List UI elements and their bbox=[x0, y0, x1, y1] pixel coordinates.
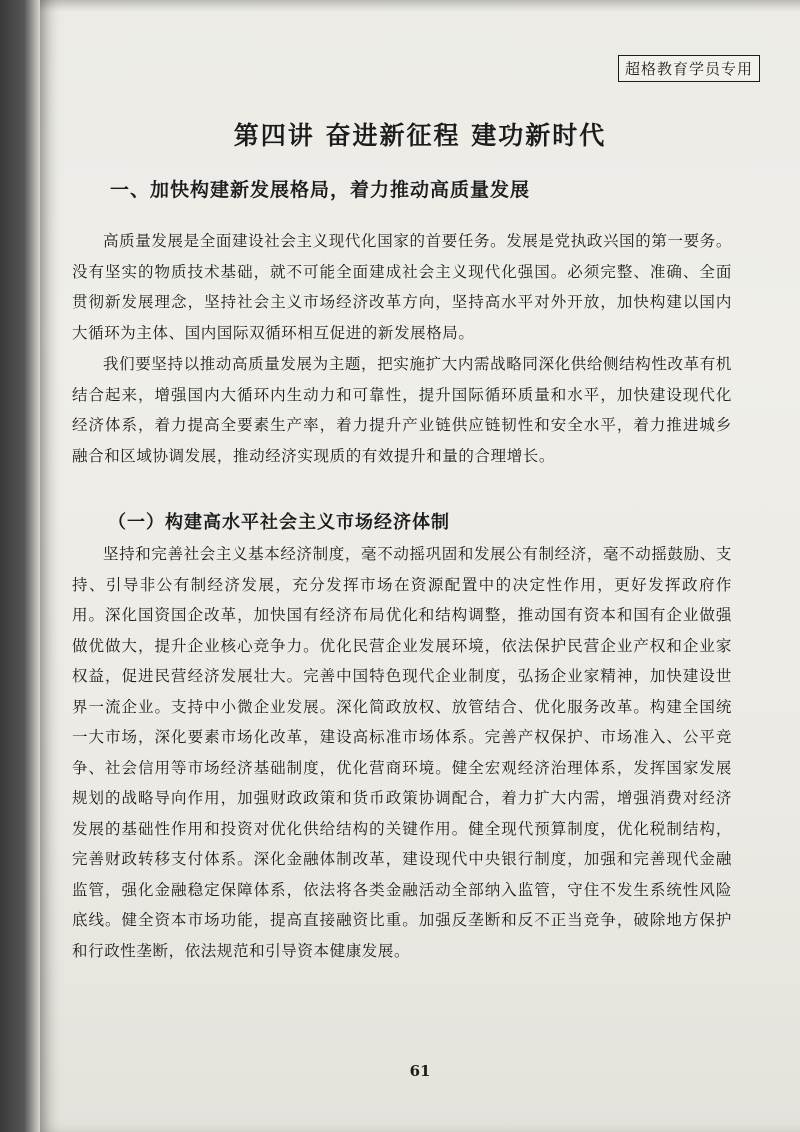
body-paragraph-3: 坚持和完善社会主义基本经济制度，毫不动摇巩固和发展公有制经济，毫不动摇鼓励、支持、引导非公有制经济发展，充分发挥市场在资源配置中的决定性作用，更好发挥政府作用。深化国资国企改革，加快国有经济布局优化和结构调整，推动国有资本和国有企业做强做优做大，提升企业核心竞争力。优化民营企业发展环境，依法保护民营企业产权和企业家权益，促进民营经济发展壮大。完善中国特色现代企业制度，弘扬企业家精神，加快建设世界一流企业。支持中小微企业发展。深化简政放权、放管结合、优化服务改革。构建全国统一大市场，深化要素市场化改革，建设高标准市场体系。完善产权保护、市场准入、公平竞争、社会信用等市场经济基础制度，优化营商环境。健全宏观经济治理体系，发挥国家发展规划的战略导向作用，加强财政政策和货币政策协调配合，着力扩大内需，增强消费对经济发展的基础性作用和投资对优化供给结构的关键作用。健全现代预算制度，优化税制结构，完善财政转移支付体系。深化金融体制改革，建设现代中央银行制度，加强和完善现代金融监管，强化金融稳定保障体系，依法将各类金融活动全部纳入监管，守住不发生系统性风险底线。健全资本市场功能，提高直接融资比重。加强反垄断和反不正当竞争，破除地方保护和行政性垄断，依法规范和引导资本健康发展。 bbox=[72, 545, 732, 960]
lecture-title: 第四讲 奋进新征程 建功新时代 bbox=[233, 121, 607, 150]
page-top-shadow bbox=[40, 0, 800, 12]
section-heading: 一、加快构建新发展格局，着力推动高质量发展 bbox=[110, 179, 531, 201]
body-paragraph-1: 高质量发展是全面建设社会主义现代化国家的首要任务。发展是党执政兴国的第一要务。没有坚实的物质技术基础，就不可能全面建成社会主义现代化强国。必须完整、准确、全面贯彻新发展理念，坚持社会主义市场经济改革方向，坚持高水平对外开放，加快构建以国内大循环为主体、国内国际双循环相互促进的新发展格局。 bbox=[72, 232, 732, 342]
sub-heading: （一）构建高水平社会主义市场经济体制 bbox=[108, 512, 450, 533]
book-page bbox=[40, 0, 800, 1132]
page-number: 61 bbox=[409, 1062, 431, 1080]
body-paragraph-2: 我们要坚持以推动高质量发展为主题，把实施扩大内需战略同深化供给侧结构性改革有机结合起来，增强国内大循环内生动力和可靠性，提升国际循环质量和水平，加快建设现代化经济体系，着力提高全要素生产率，着力提升产业链供应链韧性和安全水平，着力推进城乡融合和区域协调发展，推动经济实现质的有效提升和量的合理增长。 bbox=[72, 355, 732, 465]
study-material-badge: 超格教育学员专用 bbox=[618, 55, 760, 82]
